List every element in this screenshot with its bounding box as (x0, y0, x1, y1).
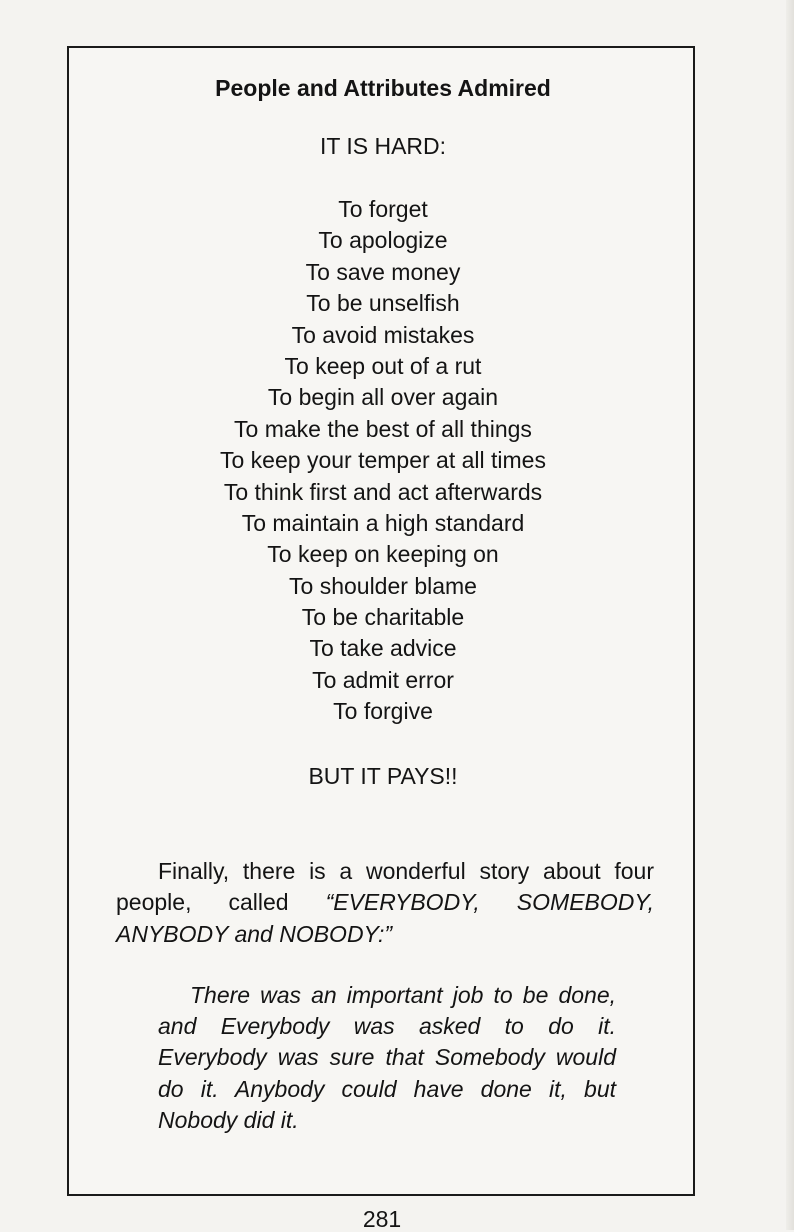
intro-heading: IT IS HARD: (319, 133, 447, 159)
list-item: To maintain a high standard (241, 509, 525, 536)
page-number: 281 (362, 1206, 402, 1232)
page-edge (786, 0, 794, 1230)
hard-things-list (69, 194, 697, 728)
story-text: There was an important job to be done, and Everybody was asked to do it. Everybody was sure that Somebody would do it. Anybody could have done it, but Nobody did it. (158, 982, 616, 1133)
list-item: To keep on keeping on (267, 541, 499, 568)
list-item: To keep your temper at all times (220, 447, 546, 474)
paragraph-lead: Finally, there is a wonderful story about four people, called (116, 858, 654, 916)
list-item: To forgive (333, 698, 433, 725)
list-item: To avoid mistakes (291, 321, 475, 348)
list-item: To admit error (312, 666, 454, 693)
list-item: To keep out of a rut (284, 352, 482, 379)
list-item: To save money (305, 258, 461, 285)
list-item: To make the best of all things (234, 415, 532, 442)
list-item: To begin all over again (267, 384, 499, 411)
story-intro-paragraph (116, 856, 654, 950)
list-item: To take advice (309, 635, 457, 662)
list-item: To shoulder blame (289, 572, 477, 599)
list-item: To apologize (318, 227, 448, 254)
closing-heading: BUT IT PAYS!! (308, 763, 458, 789)
list-item: To think first and act afterwards (223, 478, 543, 505)
paragraph-names: “EVERYBODY, SOMEBODY, ANYBODY and NOBODY:” (116, 889, 654, 947)
page-title: People and Attributes Admired (215, 75, 551, 101)
list-item: To be charitable (301, 604, 465, 631)
list-item: To forget (338, 196, 428, 222)
content-frame (67, 46, 695, 1196)
list-item: To be unselfish (306, 290, 460, 317)
